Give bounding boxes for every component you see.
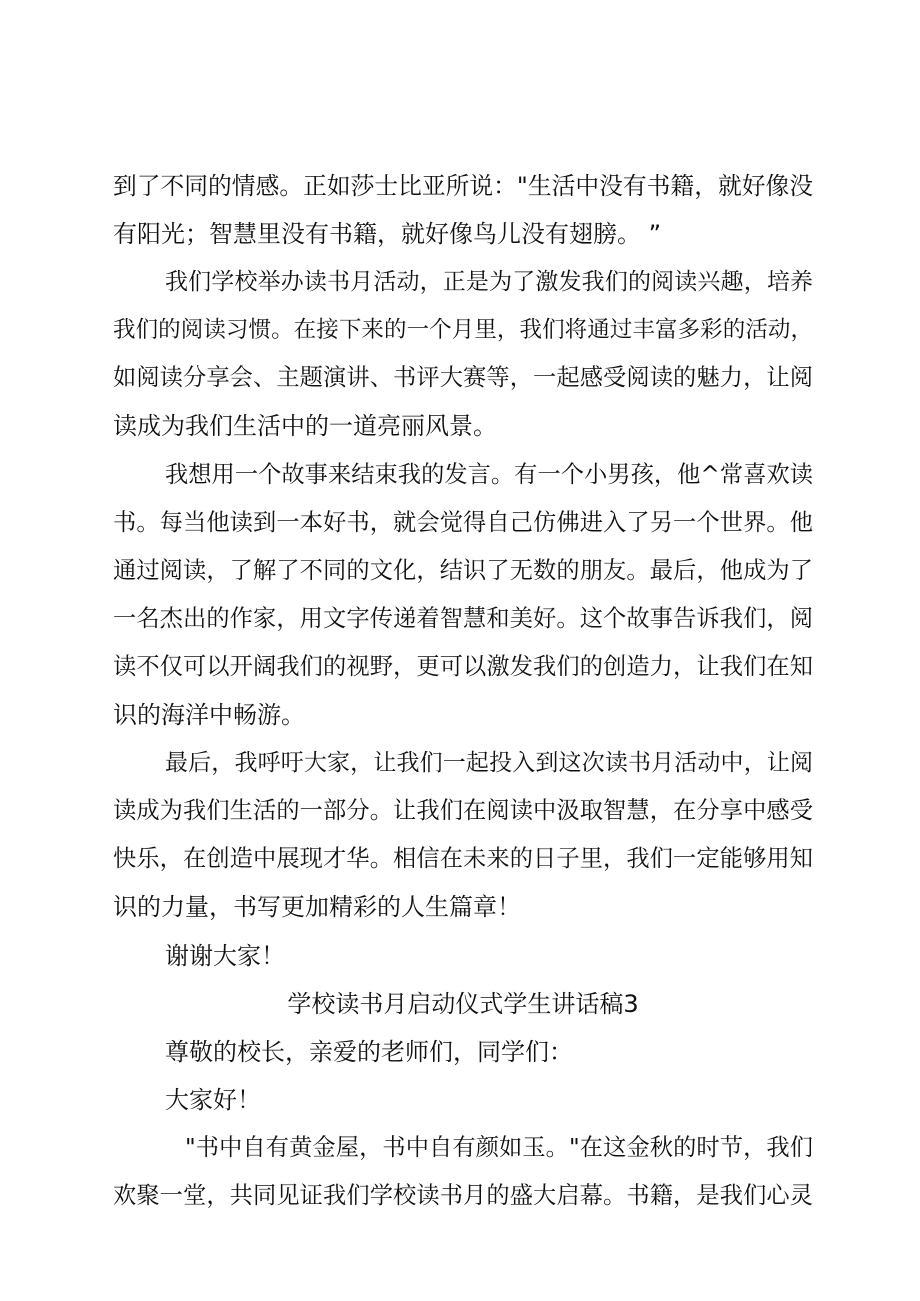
text-line: 欢聚一堂，共同见证我们学校读书月的盛大启幕。书籍，是我们心灵	[113, 1181, 813, 1209]
text-line: 一名杰出的作家，用文字传递着智慧和美好。这个故事告诉我们，阅	[113, 604, 813, 632]
document-body	[113, 162, 813, 1220]
text-line: 识的海洋中畅游。	[113, 701, 305, 730]
text-line: 如阅读分享会、主题演讲、书评大赛等，一起感受阅读的魅力，让阅	[113, 364, 813, 392]
text-line: "书中自有黄金屋，书中自有颜如玉。"在这金秋的时节，我们	[185, 1133, 813, 1161]
greeting: 大家好！	[165, 1085, 261, 1114]
text-line: 最后，我呼吁大家，让我们一起投入到这次读书月活动中，让阅	[165, 750, 813, 777]
text-line: 到了不同的情感。正如莎士比亚所说："生活中没有书籍，就好像没	[113, 172, 813, 200]
text-line: 读不仅可以开阔我们的视野，更可以激发我们的创造力，让我们在知	[113, 652, 813, 680]
text-line: 快乐，在创造中展现才华。相信在未来的日子里，我们一定能够用知	[113, 845, 813, 873]
text-line: 读成为我们生活中的一道亮丽风景。	[113, 412, 497, 441]
text-line: 有阳光；智慧里没有书籍，就好像鸟儿没有翅膀。 ”	[113, 220, 662, 249]
section-title: 学校读书月启动仪式学生讲话稿3	[287, 989, 639, 1018]
text-line: 识的力量，书写更加精彩的人生篇章！	[113, 893, 521, 922]
text-line: 我想用一个故事来结束我的发言。有一个小男孩，他^常喜欢读	[165, 460, 813, 488]
text-line: 读成为我们生活的一部分。让我们在阅读中汲取智慧，在分享中感受	[113, 797, 813, 825]
text-line: 通过阅读，了解了不同的文化，结识了无数的朋友。最后，他成为了	[113, 556, 813, 584]
text-line: 谢谢大家！	[165, 941, 285, 970]
text-line: 我们的阅读习惯。在接下来的一个月里，我们将通过丰富多彩的活动，	[113, 317, 813, 344]
salutation: 尊敬的校长，亲爱的老师们，同学们：	[165, 1037, 573, 1066]
text-line: 书。每当他读到一本好书，就会觉得自己仿佛进入了另一个世界。他	[113, 508, 813, 536]
text-line: 我们学校举办读书月活动，正是为了激发我们的阅读兴趣，培养	[165, 269, 813, 296]
